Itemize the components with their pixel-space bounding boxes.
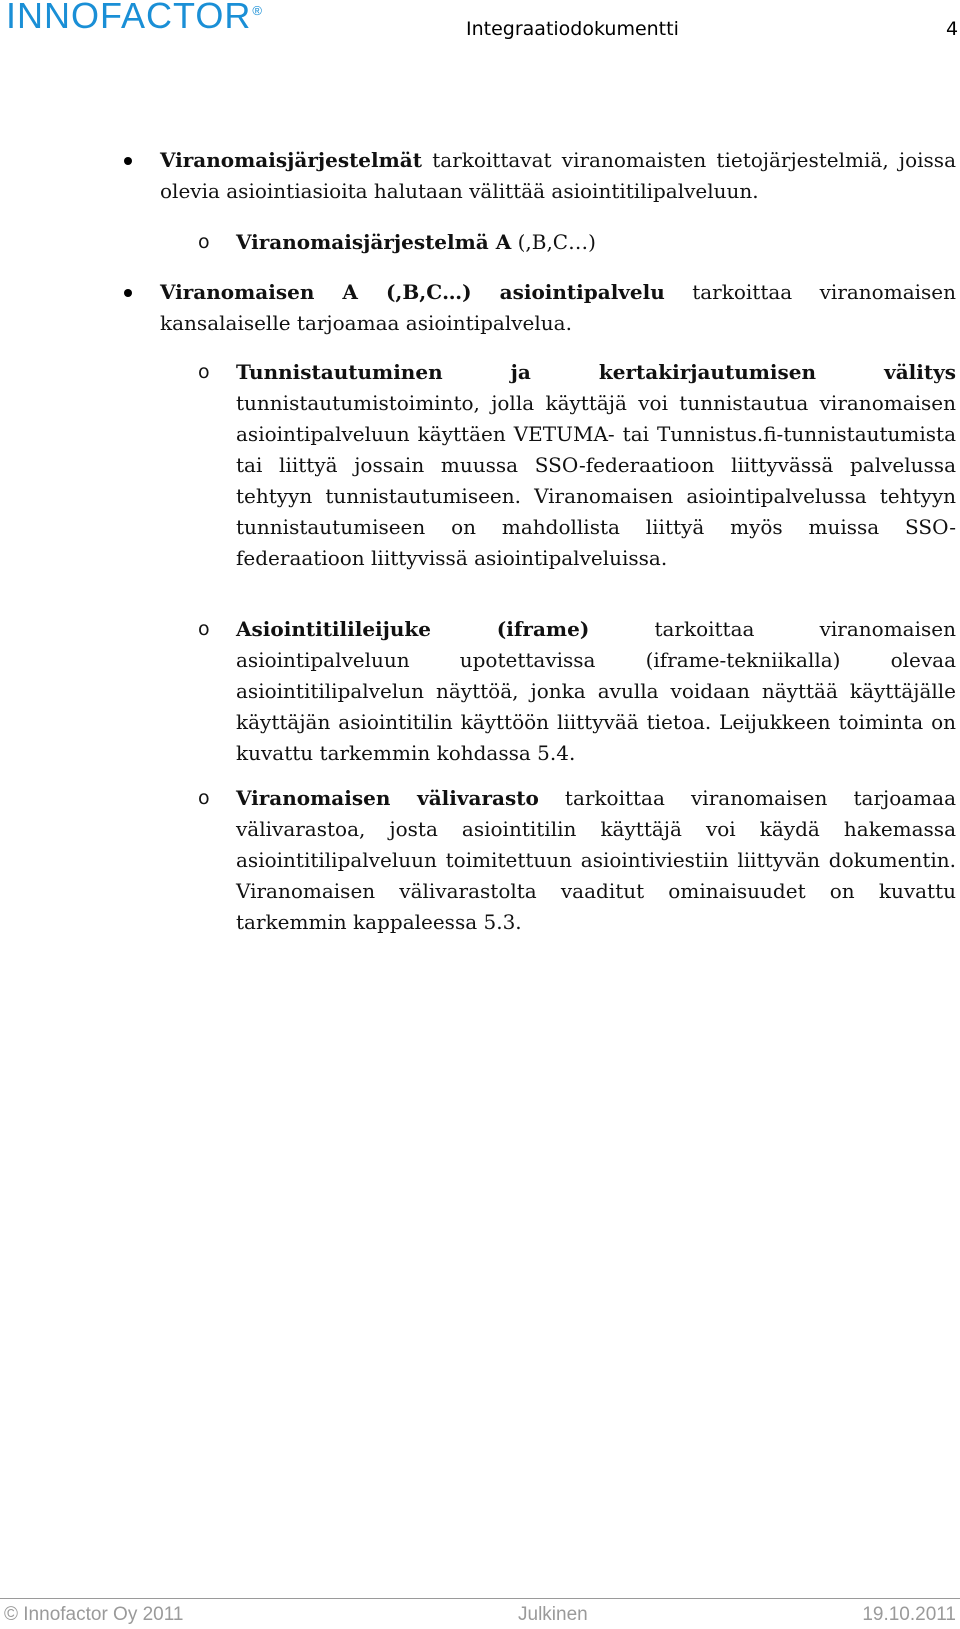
definition: tarkoittaa viranomaisen tarjoamaa välivarastoa, josta asiointitilin käyttäjä voi käydä hakemassa asiointitilipalveluun toimitettuun asiointiviestiin liittyvän dokumentin. Viranomaisen välivarastolta vaaditut ominaisuudet on kuvattu tarkemmin kappaleessa 5.3. xyxy=(236,786,956,934)
definition: tarkoittaa viranomaisen asiointipalveluun upotettavissa (iframe-tekniikalla) olevaa asiointitilipalvelun näyttöä, jonka avulla voidaan näyttää käyttäjälle käyttäjän asiointitilin käyttöön liittyvää tietoa. Leijukkeen toiminta on kuvattu tarkemmin kohdassa 5.4. xyxy=(236,617,956,765)
page-footer xyxy=(0,1604,960,1628)
sub-item-viranomaisjarjestelma-a xyxy=(198,227,956,258)
footer-copyright: © Innofactor Oy 2011 xyxy=(4,1604,184,1625)
sub-bullet-icon: o xyxy=(198,618,210,640)
term: Viranomaisen välivarasto xyxy=(236,786,539,810)
term: Viranomaisjärjestelmä A xyxy=(236,230,512,254)
term: Tunnistautuminen ja kertakirjautumisen välitys xyxy=(236,360,956,384)
registered-mark: ® xyxy=(252,3,263,18)
innofactor-logo xyxy=(6,0,263,34)
logo-text: INNOFACTOR xyxy=(6,0,252,36)
term: Asiointitilileijuke (iframe) xyxy=(236,617,590,641)
sub-item-valivarasto xyxy=(198,783,956,938)
term: Viranomaisen A (,B,C…) asiointipalvelu xyxy=(160,280,665,304)
document-title: Integraatiodokumentti xyxy=(466,18,679,40)
footer-divider xyxy=(0,1598,960,1599)
page-header xyxy=(0,0,960,60)
sub-item-tunnistautuminen xyxy=(198,357,956,574)
definition: tunnistautumistoiminto, jolla käyttäjä voi tunnistautua viranomaisen asiointipalveluun käyttäen VETUMA- tai Tunnistus.fi-tunnistautumista tai liittyä jossain muussa SSO-federaatioon liittyvässä palvelussa tehtyyn tunnistautumiseen. Viranomaisen asiointipalvelussa tehtyyn tunnistautumiseen on mahdollista liittyä myös muissa SSO-federaatioon liittyvissä asiointipalveluissa. xyxy=(236,391,956,570)
sub-bullet-icon: o xyxy=(198,787,210,809)
definition: tarkoittaa viranomaisen kansalaiselle tarjoamaa asiointipalvelua. xyxy=(160,280,956,335)
sub-bullet-icon: o xyxy=(198,361,210,383)
list-item-asiointipalvelu xyxy=(160,277,956,339)
definition: (,B,C…) xyxy=(511,230,596,254)
list-item-viranomaisjarjestelmat xyxy=(160,145,956,207)
sub-item-asiointitilileijuke xyxy=(198,614,956,769)
footer-date: 19.10.2011 xyxy=(862,1604,956,1625)
definition: tarkoittavat viranomaisten tietojärjestelmiä, joissa olevia asiointiasioita halutaan välittää asiointitilipalveluun. xyxy=(160,148,956,203)
bullet-icon xyxy=(124,157,132,165)
page-number: 4 xyxy=(946,18,959,40)
sub-bullet-icon: o xyxy=(198,231,210,253)
bullet-icon xyxy=(124,289,132,297)
term: Viranomaisjärjestelmät xyxy=(160,148,422,172)
footer-classification: Julkinen xyxy=(518,1604,588,1625)
